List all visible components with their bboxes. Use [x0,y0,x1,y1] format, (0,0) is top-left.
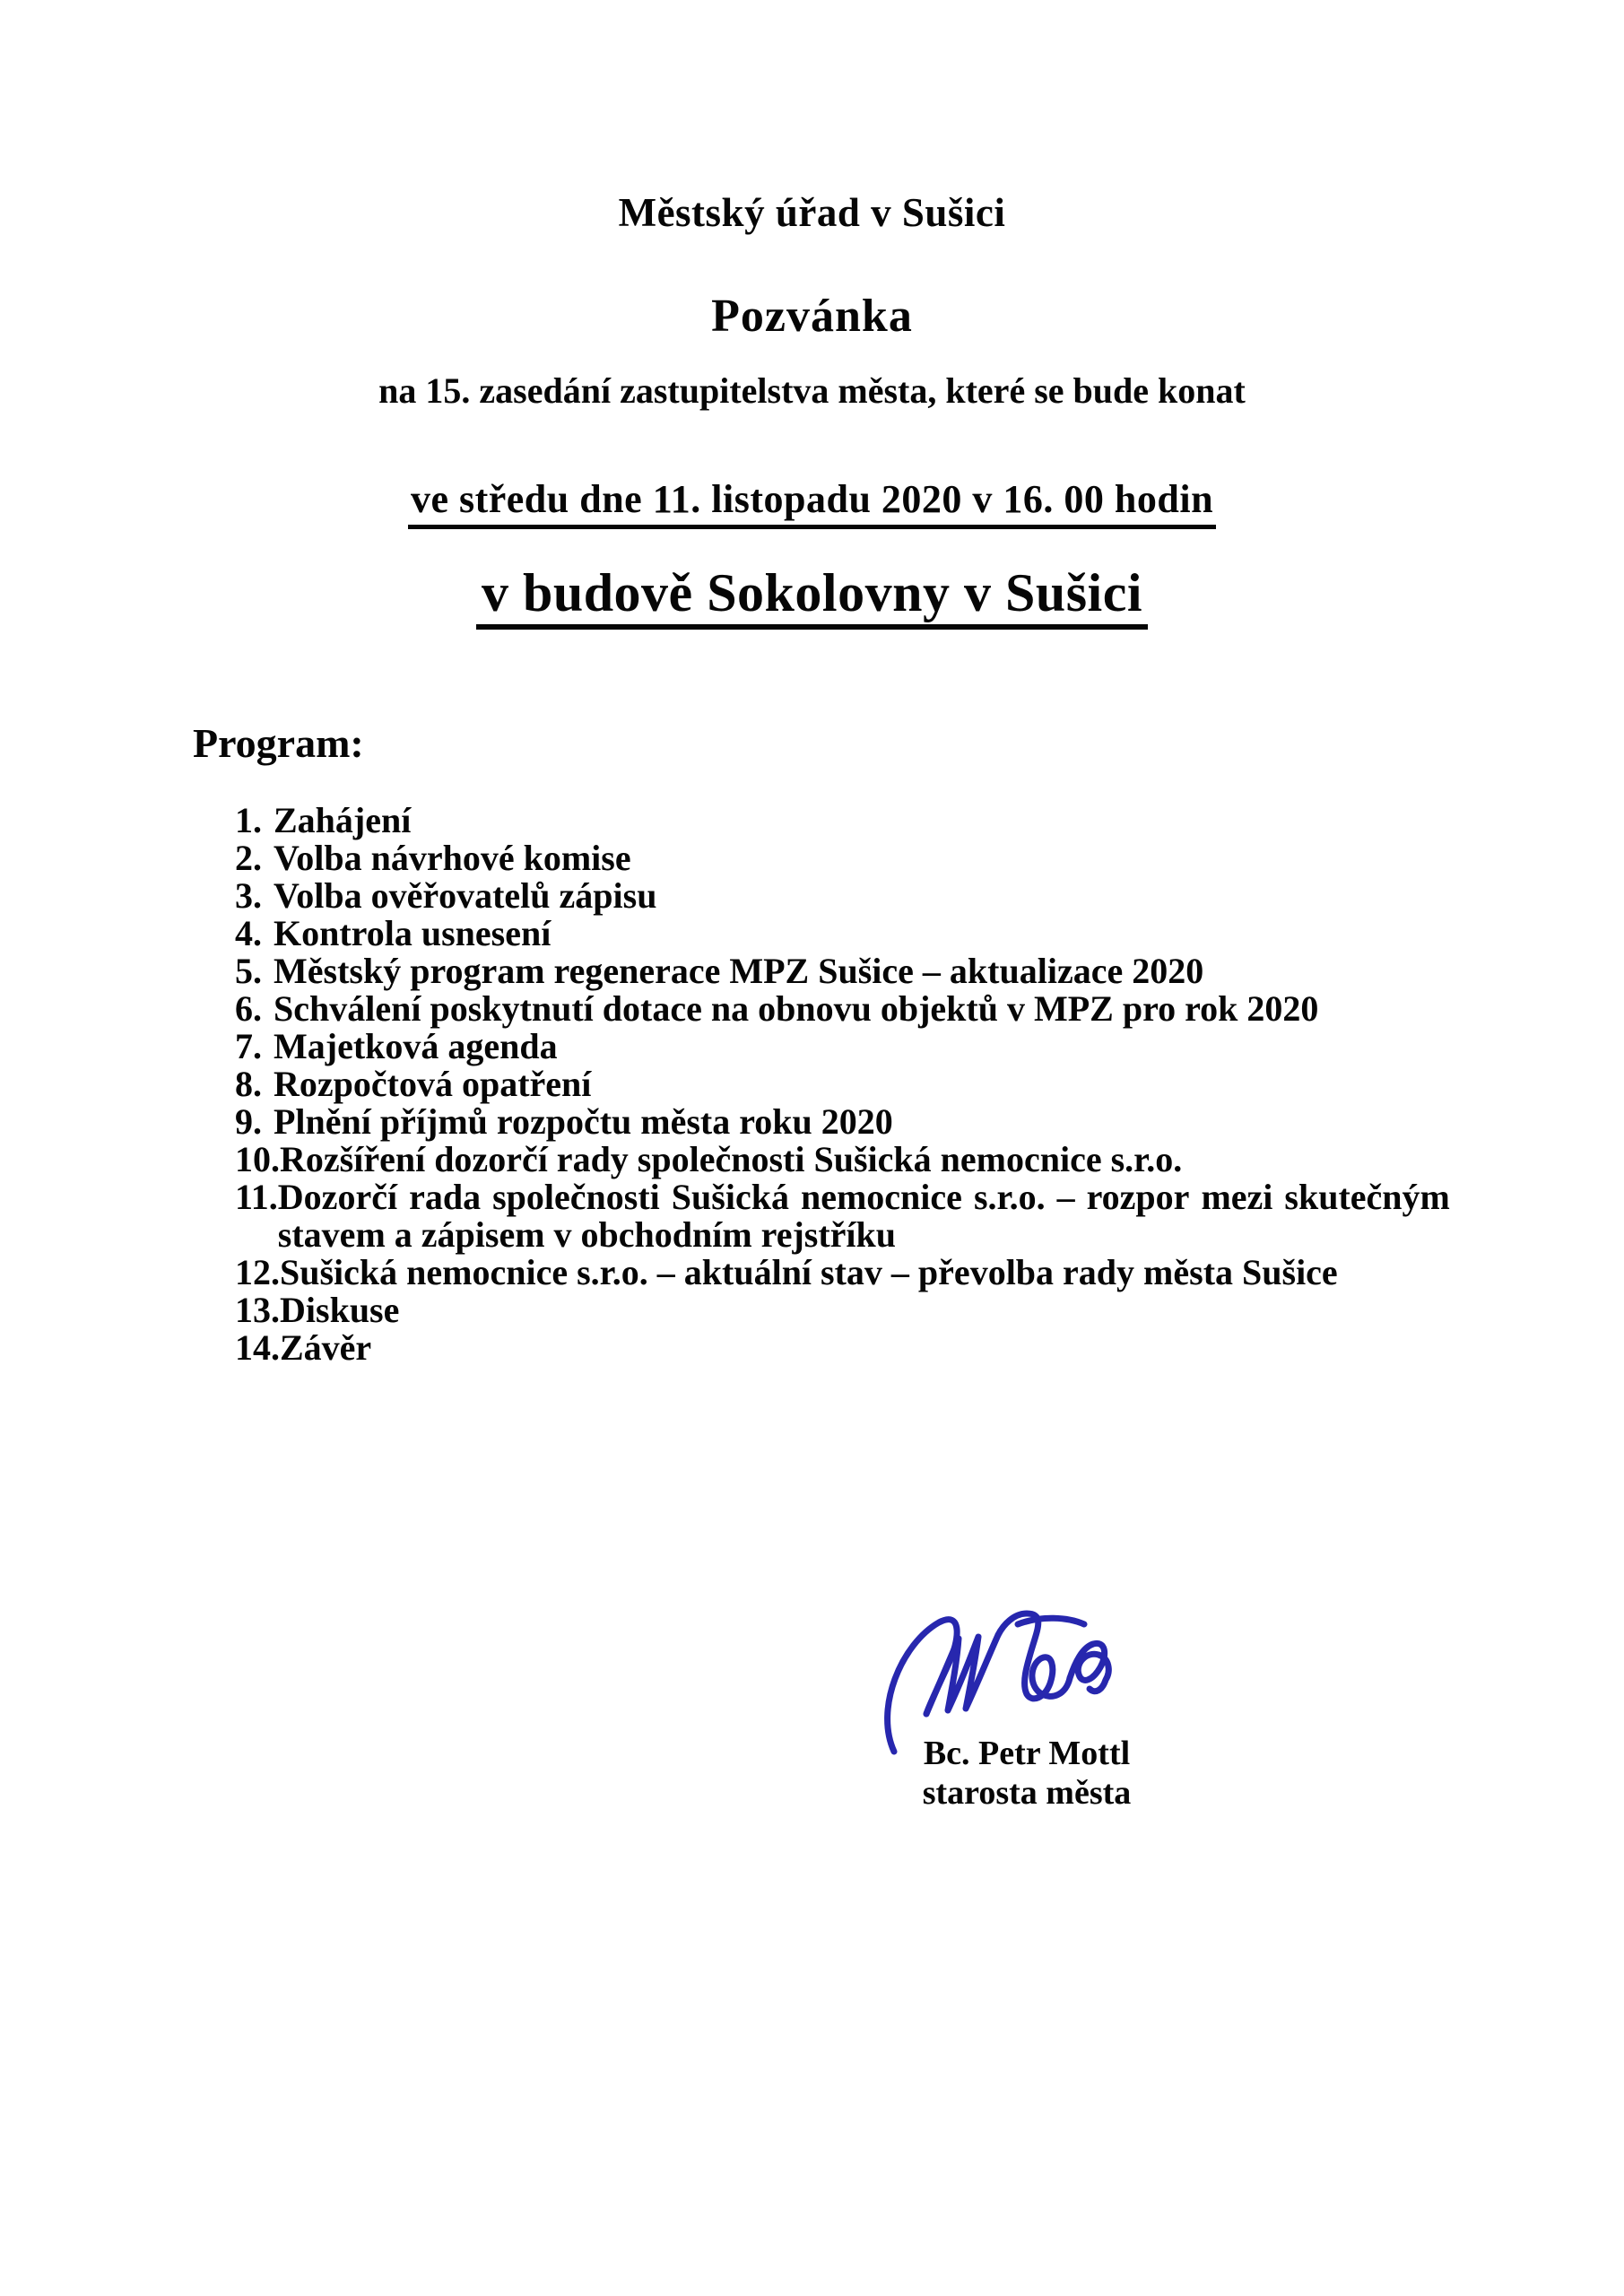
program-item [235,1141,1450,1178]
program-item-text: Městský program regenerace MPZ Sušice – aktualizace 2020 [274,951,1204,991]
program-item [235,839,1450,877]
meeting-venue: v budově Sokolovny v Sušici [476,563,1148,630]
program-item [235,990,1450,1028]
meeting-venue-row [0,563,1624,630]
signatory-name: Bc. Petr Mottl [923,1735,1131,1772]
program-item [235,915,1450,952]
program-item-word: nemocnice [800,1177,962,1217]
program-item-word: s.r.o. [973,1177,1046,1217]
program-item-text: Rozpočtová opatření [274,1064,592,1104]
program-item-text: Kontrola usnesení [274,913,551,953]
program-item-number: 13. [235,1290,280,1330]
program-item-text: Schválení poskytnutí dotace na obnovu objektů v MPZ pro rok 2020 [274,988,1319,1029]
program-item-word: skutečným [1284,1177,1450,1217]
program-item-number: 14. [235,1327,280,1368]
program-item-number: 6. [235,988,262,1029]
program-item-word: mezi [1201,1177,1273,1217]
program-list [235,802,1450,1367]
signature-text [897,1734,1157,1813]
program-item-word: rada [409,1177,482,1217]
program-item-number: 11. [235,1177,278,1217]
program-item-word: společnosti [492,1177,660,1217]
program-item [235,1178,1450,1254]
program-item-number: 5. [235,951,262,991]
program-item-text [278,1178,1450,1254]
program-item [235,877,1450,915]
program-item-number: 7. [235,1026,262,1066]
program-item [235,1254,1450,1292]
program-item [235,1292,1450,1329]
program-item-text: Volba ověřovatelů zápisu [274,875,657,916]
program-item-text: Sušická nemocnice s.r.o. – aktuální stav – převolba rady města Sušice [280,1252,1338,1292]
meeting-datetime: ve středu dne 11. listopadu 2020 v 16. 00 hodin [408,477,1216,529]
program-item-number: 3. [235,875,262,916]
program-item-text: Diskuse [280,1290,400,1330]
program-item [235,802,1450,839]
program-item [235,1028,1450,1065]
program-item-word: Sušická [671,1177,789,1217]
program-item-text: Závěr [280,1327,372,1368]
program-item-line: stavem a zápisem v obchodním rejstříku [277,1214,897,1255]
program-item-number: 8. [235,1064,262,1104]
program-item-text: Volba návrhové komise [274,838,631,878]
program-item-number: 10. [235,1139,280,1179]
program-item-word: – [1056,1177,1075,1217]
program-item-number: 4. [235,913,262,953]
program-item-text: Zahájení [274,800,412,840]
program-item [235,1065,1450,1103]
program-heading: Program: [193,720,364,766]
program-item-word: Dozorčí [277,1177,398,1217]
meeting-datetime-row [0,477,1624,529]
program-item [235,1103,1450,1141]
org-name: Městský úřad v Sušici [618,190,1006,235]
program-item-text: Rozšíření dozorčí rady společnosti Sušická nemocnice s.r.o. [280,1139,1183,1179]
signatory-role: starosta města [922,1774,1132,1812]
program-item-text: Majetková agenda [274,1026,558,1066]
program-item-text: Plnění příjmů rozpočtu města roku 2020 [274,1101,893,1142]
signature-block [0,1367,1624,1923]
invitation-subtitle: na 15. zasedání zastupitelstva města, které se bude konat [378,370,1246,411]
program-item-word: rozpor [1086,1177,1190,1217]
program-item [235,1329,1450,1367]
program-item-number: 2. [235,838,262,878]
program-item-number: 12. [235,1252,280,1292]
page-title: Pozvánka [711,291,913,342]
program-item-number: 9. [235,1101,262,1142]
program-item-line-justified [278,1178,1450,1216]
program-item-number: 1. [235,800,262,840]
program-item [235,952,1450,990]
